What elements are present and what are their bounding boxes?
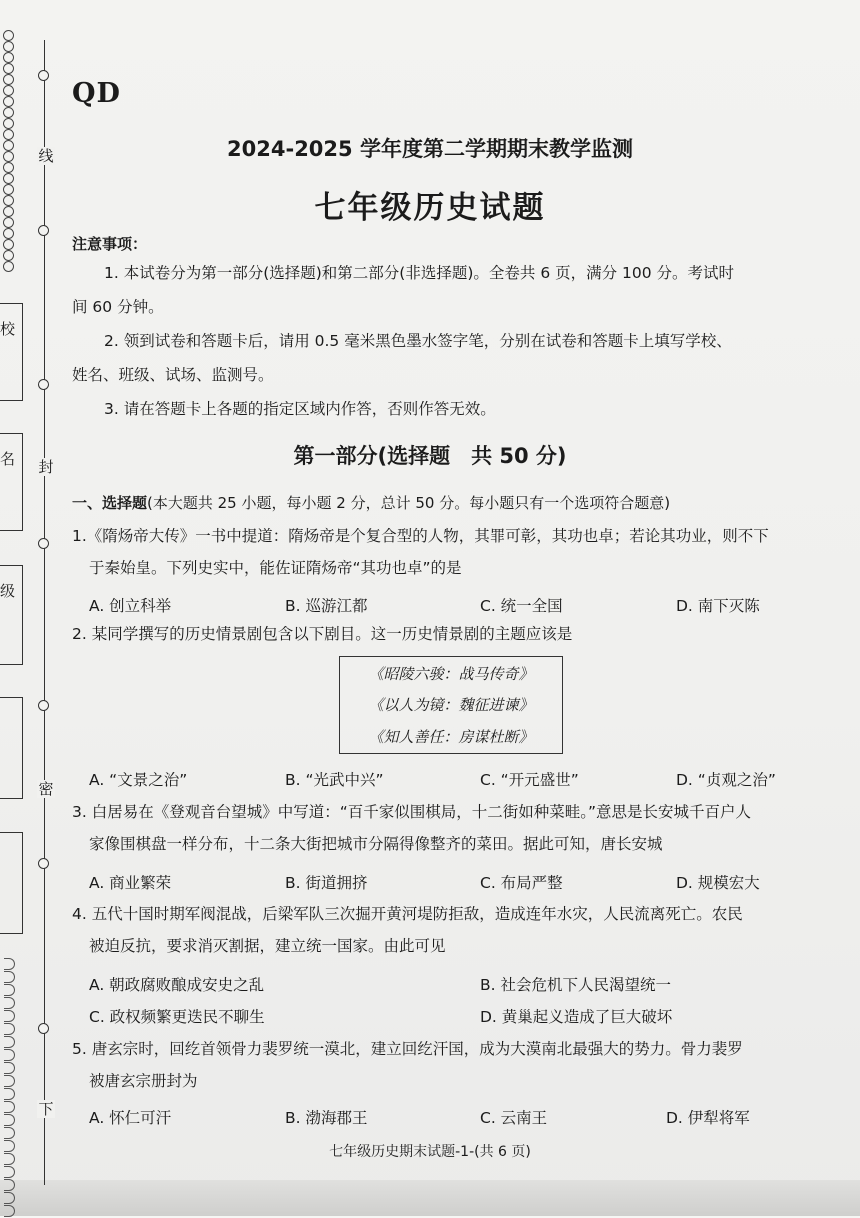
exam-room-field-box[interactable] xyxy=(0,697,23,799)
section-instructions xyxy=(72,492,670,513)
seal-line-dot xyxy=(38,538,49,549)
binding-curl xyxy=(4,1101,15,1113)
option-a[interactable]: A. 朝政腐败酿成安史之乱 xyxy=(89,976,265,994)
binding-hole xyxy=(3,30,14,41)
binding-hole xyxy=(3,250,14,261)
binding-curl xyxy=(4,1088,15,1100)
option-d[interactable]: D. 伊犁将军 xyxy=(666,1109,750,1127)
seal-char-xia: 下 xyxy=(38,1100,54,1118)
binding-curl xyxy=(4,1075,15,1087)
binding-hole xyxy=(3,228,14,239)
notice-item-1-cont: 间 60 分钟。 xyxy=(72,298,164,316)
binding-hole xyxy=(3,107,14,118)
corner-code: QD xyxy=(72,78,121,109)
question-stem: 4. 五代十国时期军阀混战，后梁军队三次掘开黄河堤防拒敌，造成连年水灾，人民流离死亡。农民 xyxy=(72,905,743,923)
seal-char-feng: 封 xyxy=(38,458,54,476)
option-c[interactable]: C. 统一全国 xyxy=(480,597,563,615)
binding-curl xyxy=(4,984,15,996)
notice-item-1: 1. 本试卷分为第一部分(选择题)和第二部分(非选择题)。全卷共 6 页，满分 100 分。考试时 xyxy=(104,264,735,282)
binding-curl xyxy=(4,1114,15,1126)
binding-hole xyxy=(3,261,14,272)
binding-hole xyxy=(3,118,14,129)
question-stem-cont: 被迫反抗，要求消灭割据，建立统一国家。由此可见 xyxy=(89,937,446,955)
option-a[interactable]: A. “文景之治” xyxy=(89,771,188,789)
option-c[interactable]: C. 布局严整 xyxy=(480,874,563,892)
page-edge-shadow xyxy=(0,1180,860,1216)
page-footer: 七年级历史期末试题-1-(共 6 页) xyxy=(329,1144,531,1160)
option-a[interactable]: A. 创立科举 xyxy=(89,597,172,615)
option-b[interactable]: B. 社会危机下人民渴望统一 xyxy=(480,976,671,994)
seal-line-dot xyxy=(38,379,49,390)
question-4 xyxy=(72,898,817,962)
seal-line-dot xyxy=(38,858,49,869)
name-field-label: 名 xyxy=(0,450,16,468)
option-d[interactable]: D. 黄巢起义造成了巨大破坏 xyxy=(480,1008,673,1026)
question-stem: 5. 唐玄宗时，回纥首领骨力裴罗统一漠北，建立回纥汗国，成为大漠南北最强大的势力。骨力裴罗 xyxy=(72,1040,743,1058)
question-stem: 1.《隋炀帝大传》一书中提道：隋炀帝是个复合型的人物，其罪可彰，其功也卓；若论其功业，则不下 xyxy=(72,527,769,545)
binding-curls-bottom xyxy=(4,958,15,1218)
binding-hole xyxy=(3,74,14,85)
school-field-label: 校 xyxy=(0,320,16,338)
binding-hole xyxy=(3,239,14,250)
option-b[interactable]: B. 渤海郡王 xyxy=(285,1109,368,1127)
binding-curl xyxy=(4,1179,15,1191)
binding-hole xyxy=(3,96,14,107)
seal-line-dot xyxy=(38,1023,49,1034)
option-d[interactable]: D. “贞观之治” xyxy=(676,771,776,789)
option-a[interactable]: A. 怀仁可汗 xyxy=(89,1109,172,1127)
question-stem: 2. 某同学撰写的历史情景剧包含以下剧目。这一历史情景剧的主题应该是 xyxy=(72,625,573,643)
binding-hole xyxy=(3,41,14,52)
option-c[interactable]: C. 政权频繁更迭民不聊生 xyxy=(89,1008,265,1026)
question-stem-cont: 被唐玄宗册封为 xyxy=(89,1072,198,1090)
binding-curl xyxy=(4,1036,15,1048)
exam-title: 2024-2025 学年度第二学期期末教学监测 xyxy=(227,137,633,161)
option-d[interactable]: D. 南下灭陈 xyxy=(676,597,760,615)
binding-curl xyxy=(4,1192,15,1204)
seal-line-dot xyxy=(38,70,49,81)
binding-hole xyxy=(3,63,14,74)
binding-curl xyxy=(4,1023,15,1035)
question-stem-cont: 于秦始皇。下列史实中，能佐证隋炀帝“其功也卓”的是 xyxy=(89,559,462,577)
notice-item-2: 2. 领到试卷和答题卡后，请用 0.5 毫米黑色墨水签字笔，分别在试卷和答题卡上填写学校、 xyxy=(104,332,732,350)
seal-line-dot xyxy=(38,700,49,711)
notice-item-3: 3. 请在答题卡上各题的指定区域内作答，否则作答无效。 xyxy=(104,400,496,418)
option-b[interactable]: B. 街道拥挤 xyxy=(285,874,368,892)
binding-curl xyxy=(4,1010,15,1022)
instructions-label: 一、选择题 xyxy=(72,494,148,512)
option-b[interactable]: B. 巡游江都 xyxy=(285,597,368,615)
play-item: 《知人善任：房谋杜断》 xyxy=(368,728,534,746)
exam-subject-title: 七年级历史试题 xyxy=(314,190,546,226)
question-3 xyxy=(72,796,817,860)
play-list-box xyxy=(339,656,563,754)
option-c[interactable]: C. “开元盛世” xyxy=(480,771,579,789)
question-1 xyxy=(72,520,817,584)
question-2 xyxy=(72,618,817,650)
notice-item-2-cont: 姓名、班级、试场、监测号。 xyxy=(72,366,274,384)
binding-hole xyxy=(3,162,14,173)
binding-curl xyxy=(4,1166,15,1178)
binding-curl xyxy=(4,958,15,970)
class-field-label: 级 xyxy=(0,582,16,600)
play-item: 《昭陵六骏：战马传奇》 xyxy=(368,665,534,683)
binding-curl xyxy=(4,1049,15,1061)
option-c[interactable]: C. 云南王 xyxy=(480,1109,548,1127)
seal-char-xian: 线 xyxy=(38,147,54,165)
question-stem-cont: 家像围棋盘一样分布，十二条大街把城市分隔得像整齐的菜田。据此可知，唐长安城 xyxy=(89,835,663,853)
question-stem: 3. 白居易在《登观音台望城》中写道：“百千家似围棋局，十二街如种菜畦。”意思是长安城千百户人 xyxy=(72,803,752,821)
binding-curl xyxy=(4,1127,15,1139)
binding-hole xyxy=(3,85,14,96)
option-b[interactable]: B. “光武中兴” xyxy=(285,771,384,789)
binding-curl xyxy=(4,971,15,983)
notice-heading: 注意事项： xyxy=(72,235,148,253)
seal-char-mi: 密 xyxy=(38,780,54,798)
option-a[interactable]: A. 商业繁荣 xyxy=(89,874,172,892)
binding-hole xyxy=(3,52,14,63)
question-5 xyxy=(72,1033,817,1097)
binding-curl xyxy=(4,1205,15,1217)
option-d[interactable]: D. 规模宏大 xyxy=(676,874,760,892)
exam-number-field-box[interactable] xyxy=(0,832,23,934)
play-item: 《以人为镜：魏征进谏》 xyxy=(368,696,534,714)
notice-block xyxy=(72,256,812,426)
section-title: 第一部分(选择题 共 50 分) xyxy=(293,444,567,468)
binding-curl xyxy=(4,997,15,1009)
instructions-text: (本大题共 25 小题，每小题 2 分，总计 50 分。每小题只有一个选项符合题意) xyxy=(147,494,671,512)
binding-curl xyxy=(4,1062,15,1074)
